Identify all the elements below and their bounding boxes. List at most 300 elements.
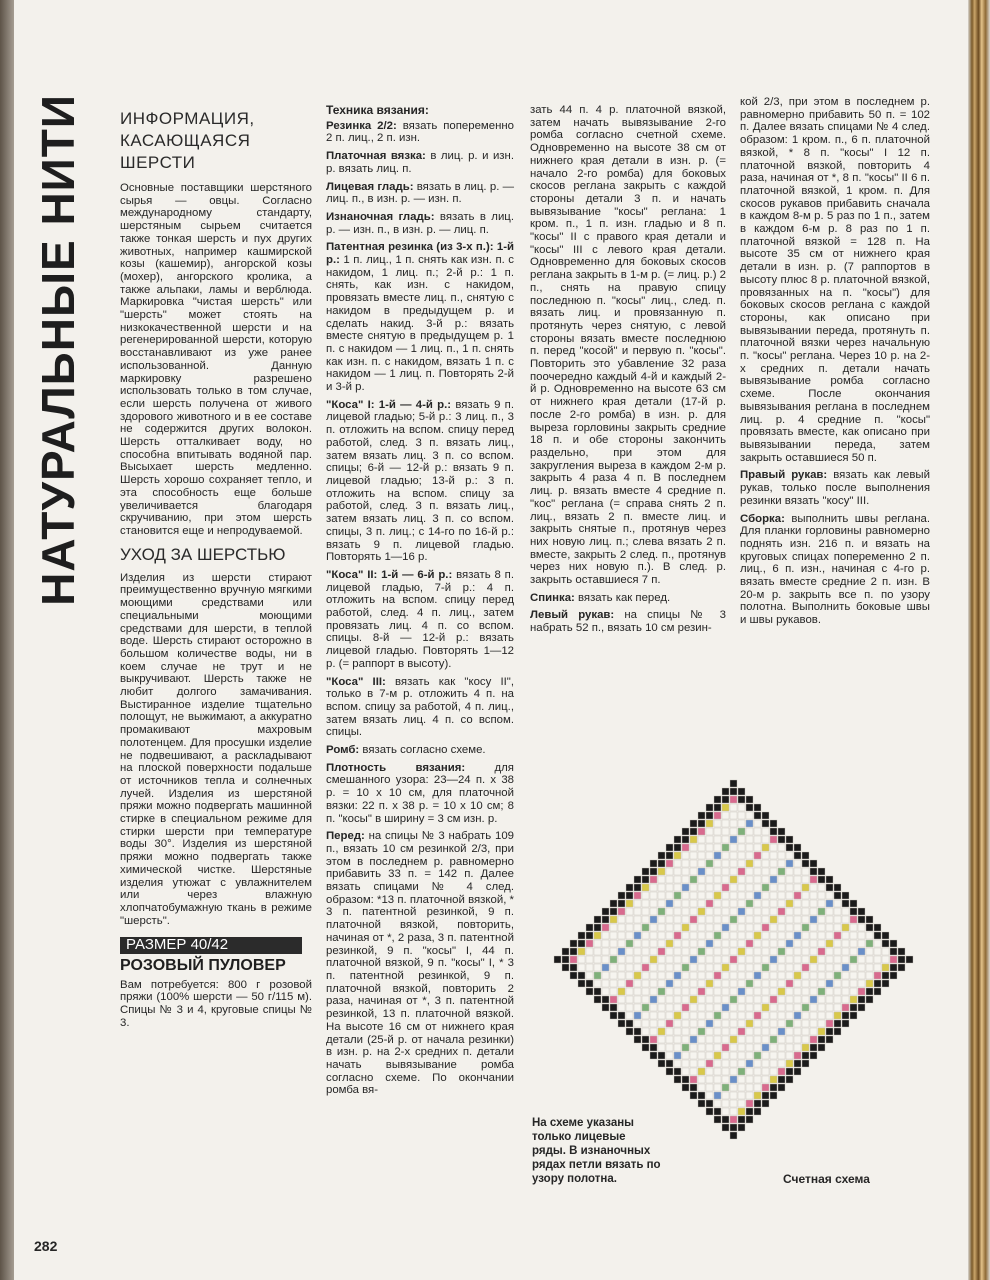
scheme-cell — [874, 924, 881, 931]
scheme-cell — [818, 980, 825, 987]
scheme-note: На схеме указаны только лицевые ряды. В изнаночных рядах петли вязать по узору полотна. — [532, 1117, 661, 1185]
scheme-cell — [858, 996, 865, 1003]
scheme-cell — [842, 916, 849, 923]
scheme-cell — [722, 836, 729, 843]
scheme-cell — [810, 1004, 817, 1011]
scheme-cell — [698, 812, 705, 819]
column-instructions-3 — [530, 104, 726, 640]
scheme-cell — [786, 860, 793, 867]
scheme-cell — [690, 868, 697, 875]
scheme-cell — [826, 884, 833, 891]
scheme-cell — [762, 844, 769, 851]
scheme-cell — [802, 892, 809, 899]
term-label: Сборка: — [740, 512, 785, 525]
scheme-cell — [842, 1004, 849, 1011]
scheme-cell — [722, 1084, 729, 1091]
scheme-cell — [642, 1028, 649, 1035]
scheme-cell — [698, 844, 705, 851]
scheme-cell — [634, 892, 641, 899]
scheme-cell — [714, 956, 721, 963]
scheme-cell — [738, 788, 745, 795]
scheme-cell — [730, 852, 737, 859]
scheme-cell — [842, 924, 849, 931]
scheme-cell — [738, 1076, 745, 1083]
scheme-cell — [722, 1116, 729, 1123]
scheme-cell — [690, 980, 697, 987]
scheme-cell — [802, 1060, 809, 1067]
scheme-cell — [714, 1108, 721, 1115]
technique-item — [326, 211, 514, 236]
scheme-cell — [626, 884, 633, 891]
scheme-cell — [882, 956, 889, 963]
scheme-cell — [890, 972, 897, 979]
scheme-cell — [738, 812, 745, 819]
scheme-cell — [658, 1052, 665, 1059]
scheme-cell — [770, 932, 777, 939]
scheme-cell — [762, 916, 769, 923]
column-technique — [326, 104, 514, 1102]
scheme-cell — [594, 972, 601, 979]
scheme-cell — [634, 996, 641, 1003]
scheme-cell — [730, 828, 737, 835]
scheme-cell — [834, 972, 841, 979]
scheme-cell — [738, 876, 745, 883]
scheme-cell — [658, 1012, 665, 1019]
scheme-cell — [650, 932, 657, 939]
scheme-cell — [666, 932, 673, 939]
scheme-cell — [858, 940, 865, 947]
scheme-cell — [698, 908, 705, 915]
scheme-cell — [762, 1004, 769, 1011]
scheme-cell — [866, 948, 873, 955]
scheme-cell — [786, 836, 793, 843]
scheme-cell — [754, 972, 761, 979]
scheme-cell — [786, 1076, 793, 1083]
scheme-cell — [754, 820, 761, 827]
scheme-cell — [666, 860, 673, 867]
scheme-cell — [690, 916, 697, 923]
scheme-cell — [722, 844, 729, 851]
scheme-cell — [754, 892, 761, 899]
scheme-cell — [826, 1012, 833, 1019]
section-title-text: НАТУРАЛЬНЫЕ НИТИ — [32, 94, 84, 606]
scheme-cell — [730, 940, 737, 947]
scheme-cell — [698, 948, 705, 955]
scheme-cell — [714, 1052, 721, 1059]
scheme-cell — [834, 892, 841, 899]
scheme-cell — [794, 988, 801, 995]
scheme-cell — [754, 844, 761, 851]
scheme-cell — [746, 1108, 753, 1115]
scheme-cell — [770, 908, 777, 915]
scheme-cell — [810, 972, 817, 979]
scheme-cell — [786, 916, 793, 923]
scheme-cell — [850, 956, 857, 963]
scheme-cell — [626, 972, 633, 979]
scheme-cell — [730, 1044, 737, 1051]
scheme-cell — [698, 916, 705, 923]
scheme-cell — [674, 900, 681, 907]
scheme-cell — [770, 820, 777, 827]
scheme-cell — [730, 988, 737, 995]
scheme-cell — [738, 996, 745, 1003]
scheme-cell — [850, 972, 857, 979]
col3-list — [530, 104, 726, 635]
term-label: Лицевая гладь: — [326, 180, 414, 193]
scheme-cell — [754, 1068, 761, 1075]
scheme-cell — [778, 884, 785, 891]
scheme-cell — [762, 980, 769, 987]
term-text: выполнить швы реглана. Для планки горловины равномерно поднять изн. 216 п. и вязать на круговых спицах попеременно 2 п. лиц., 6 п. изн., начиная с 4-го р. вязать вместе средние 2 п. изн. В 20-м р. закрыть все п. по узору полотна. Выполнить боковые швы и швы рукавов. — [740, 512, 930, 627]
scheme-cell — [794, 980, 801, 987]
scheme-cell — [754, 1012, 761, 1019]
scheme-cell — [762, 924, 769, 931]
scheme-cell — [698, 996, 705, 1003]
term-label: "Коса" III: — [326, 675, 386, 688]
scheme-cell — [682, 836, 689, 843]
scheme-cell — [714, 1020, 721, 1027]
scheme-cell — [802, 1052, 809, 1059]
scheme-cell — [762, 1012, 769, 1019]
scheme-cell — [818, 932, 825, 939]
scheme-cell — [818, 1004, 825, 1011]
scheme-cell — [842, 940, 849, 947]
scheme-cell — [690, 852, 697, 859]
scheme-cell — [578, 948, 585, 955]
scheme-cell — [642, 900, 649, 907]
scheme-cell — [850, 988, 857, 995]
scheme-cell — [802, 868, 809, 875]
scheme-cell — [626, 948, 633, 955]
scheme-cell — [754, 940, 761, 947]
scheme-cell — [690, 1020, 697, 1027]
scheme-cell — [850, 932, 857, 939]
scheme-cell — [762, 1068, 769, 1075]
scheme-cell — [786, 884, 793, 891]
scheme-cell — [722, 804, 729, 811]
scheme-cell — [746, 1100, 753, 1107]
scheme-cell — [818, 964, 825, 971]
scheme-cell — [602, 932, 609, 939]
scheme-cell — [706, 1036, 713, 1043]
term-text: вязать как левый рукав, только после выполнения резинки вязать "косу" III. — [740, 469, 930, 507]
scheme-cell — [714, 924, 721, 931]
term-text: вязать 9 п. лицевой гладью; 5-й р.: 3 лиц. п., 3 п. отложить на вспом. спицу перед работой, след. 3 п. вязать лиц., затем вязать лиц. 3 п. со вспом. спицы; 6-й — 12-й р.: вязать 9 п. лицевой гладью; 13-й р.: 3 п. отложить на вспом. спицу за работой, след. 3 п. вязать лиц., затем вязать лиц. 3 п. со вспом. спицы, 3 п. лиц.; с 14-го по 16-й р.: вязать 9 п. лицевой гладью. Повторять 1—16 р. — [326, 398, 515, 564]
scheme-cell — [706, 1108, 713, 1115]
scheme-cell — [642, 948, 649, 955]
scheme-cell — [658, 892, 665, 899]
scheme-cell — [626, 988, 633, 995]
scheme-cell — [746, 1012, 753, 1019]
scheme-cell — [746, 804, 753, 811]
scheme-cell — [578, 972, 585, 979]
scheme-cell — [762, 964, 769, 971]
term-text: вязать как перед. — [574, 591, 671, 604]
scheme-cell — [770, 860, 777, 867]
scheme-cell — [690, 1036, 697, 1043]
technique-item — [326, 830, 514, 1097]
scheme-cell — [706, 804, 713, 811]
scheme-cell — [818, 916, 825, 923]
page-spine — [0, 0, 14, 1280]
term-text: вязать согласно схеме. — [359, 744, 486, 757]
scheme-cell — [690, 996, 697, 1003]
scheme-cell — [762, 908, 769, 915]
scheme-cell — [850, 1004, 857, 1011]
scheme-cell — [714, 1076, 721, 1083]
scheme-cell — [626, 900, 633, 907]
scheme-cell — [746, 812, 753, 819]
scheme-cell — [706, 876, 713, 883]
scheme-cell — [666, 852, 673, 859]
scheme-cell — [858, 980, 865, 987]
scheme-cell — [850, 940, 857, 947]
scheme-cell — [730, 1020, 737, 1027]
scheme-cell — [778, 956, 785, 963]
scheme-cell — [786, 876, 793, 883]
scheme-cell — [770, 1076, 777, 1083]
scheme-cell — [794, 932, 801, 939]
scheme-cell — [874, 932, 881, 939]
scheme-cell — [658, 1020, 665, 1027]
scheme-cell — [786, 980, 793, 987]
scheme-cell — [786, 940, 793, 947]
scheme-cell — [658, 884, 665, 891]
scheme-cell — [730, 956, 737, 963]
scheme-cell — [714, 1036, 721, 1043]
scheme-cell — [786, 964, 793, 971]
scheme-cell — [650, 884, 657, 891]
scheme-cell — [626, 996, 633, 1003]
scheme-cell — [722, 964, 729, 971]
vertical-section-title — [28, 90, 88, 610]
scheme-cell — [762, 996, 769, 1003]
scheme-cell — [682, 1020, 689, 1027]
term-label: Платочная вязка: — [326, 150, 426, 163]
term-text: на спицы № 3 набрать 52 п., вязать 10 см резин- — [530, 609, 726, 635]
scheme-cell — [682, 868, 689, 875]
scheme-cell — [634, 1004, 641, 1011]
scheme-cell — [810, 988, 817, 995]
scheme-cell — [778, 1068, 785, 1075]
scheme-cell — [906, 956, 913, 963]
scheme-cell — [850, 916, 857, 923]
scheme-cell — [570, 956, 577, 963]
scheme-cell — [714, 996, 721, 1003]
scheme-cell — [674, 964, 681, 971]
scheme-cell — [770, 828, 777, 835]
scheme-cell — [658, 956, 665, 963]
scheme-cell — [818, 1020, 825, 1027]
scheme-cell — [634, 1036, 641, 1043]
scheme-cell — [618, 972, 625, 979]
scheme-cell — [698, 868, 705, 875]
technique-item — [326, 676, 514, 740]
scheme-cell — [762, 900, 769, 907]
scheme-cell — [666, 908, 673, 915]
scheme-cell — [770, 1060, 777, 1067]
scheme-cell — [658, 996, 665, 1003]
scheme-cell — [786, 956, 793, 963]
scheme-cell — [722, 1020, 729, 1027]
scheme-cell — [642, 1020, 649, 1027]
scheme-cell — [802, 852, 809, 859]
scheme-cell — [642, 892, 649, 899]
scheme-cell — [618, 988, 625, 995]
scheme-cell — [730, 804, 737, 811]
scheme-cell — [738, 908, 745, 915]
scheme-cell — [674, 932, 681, 939]
scheme-cell — [866, 932, 873, 939]
scheme-cell — [818, 940, 825, 947]
scheme-cell — [794, 852, 801, 859]
scheme-cell — [794, 900, 801, 907]
scheme-cell — [642, 996, 649, 1003]
scheme-cell — [770, 1036, 777, 1043]
scheme-cell — [666, 1028, 673, 1035]
scheme-cell — [834, 1028, 841, 1035]
scheme-cell — [698, 828, 705, 835]
scheme-cell — [738, 948, 745, 955]
scheme-cell — [682, 956, 689, 963]
scheme-cell — [802, 1028, 809, 1035]
scheme-cell — [714, 892, 721, 899]
scheme-cell — [842, 956, 849, 963]
scheme-cell — [714, 884, 721, 891]
scheme-cell — [674, 860, 681, 867]
scheme-cell — [818, 884, 825, 891]
term-label: Патентная резинка (из 3-х п.): 1-й р.: — [326, 241, 514, 267]
scheme-cell — [666, 1044, 673, 1051]
scheme-cell — [594, 924, 601, 931]
scheme-cell — [562, 948, 569, 955]
scheme-cell — [802, 964, 809, 971]
scheme-cell — [810, 876, 817, 883]
scheme-cell — [666, 1052, 673, 1059]
scheme-cell — [802, 924, 809, 931]
scheme-cell — [778, 1044, 785, 1051]
scheme-cell — [658, 916, 665, 923]
scheme-cell — [690, 948, 697, 955]
scheme-cell — [698, 1100, 705, 1107]
scheme-cell — [770, 1084, 777, 1091]
scheme-cell — [874, 964, 881, 971]
scheme-cell — [666, 876, 673, 883]
scheme-cell — [842, 996, 849, 1003]
scheme-cell — [682, 1052, 689, 1059]
scheme-cell — [666, 1060, 673, 1067]
scheme-cell — [834, 948, 841, 955]
scheme-cell — [738, 964, 745, 971]
scheme-cell — [898, 964, 905, 971]
scheme-cell — [690, 1068, 697, 1075]
scheme-cell — [666, 916, 673, 923]
scheme-cell — [794, 956, 801, 963]
scheme-cell — [682, 884, 689, 891]
scheme-cell — [866, 964, 873, 971]
scheme-cell — [762, 884, 769, 891]
scheme-cell — [722, 884, 729, 891]
scheme-cell — [858, 964, 865, 971]
scheme-cell — [650, 1044, 657, 1051]
scheme-cell — [618, 908, 625, 915]
scheme-cell — [810, 940, 817, 947]
scheme-cell — [762, 1092, 769, 1099]
scheme-cell — [730, 820, 737, 827]
scheme-cell — [842, 1020, 849, 1027]
scheme-cell — [834, 916, 841, 923]
scheme-cell — [810, 860, 817, 867]
scheme-cell — [746, 1116, 753, 1123]
scheme-cell — [778, 964, 785, 971]
scheme-cell — [650, 1020, 657, 1027]
scheme-cell — [658, 980, 665, 987]
scheme-cell — [706, 812, 713, 819]
scheme-cell — [698, 964, 705, 971]
info-text: Основные поставщики шерстяного сырья — овцы. Согласно международному стандарту, шерстяным сырьем считается также тонкая шерсть и пух других животных, например кашмирской козы (кашемир), ангорской козы (мохер), ангорского кролика, а также альпаки, ламы и верблюда. Маркировка "чистая шерсть" или "шерсть" может стоять на низкокачественной шерсти и на регенерированной шерсти, которую восстанавливают из уже ранее использованной. Данную маркировку разрешено использовать только в том случае, если шерсть получена от живого здорового животного и в ее составе не содержится других волокон. Шерсть отталкивает воду, но способна впитывать водяной пар. Высыхает шерсть медленно. Шерсть хорошо сохраняет тепло, и эта способность еще больше увеличивается благодаря скручиванию, при этом шерсть становится еще и непродуваемой. — [120, 182, 312, 537]
scheme-cell — [706, 1060, 713, 1067]
scheme-cell — [746, 1084, 753, 1091]
scheme-cell — [706, 932, 713, 939]
scheme-cell — [794, 964, 801, 971]
scheme-cell — [746, 820, 753, 827]
scheme-cell — [674, 1076, 681, 1083]
scheme-cell — [818, 908, 825, 915]
scheme-cell — [658, 1060, 665, 1067]
scheme-cell — [738, 1028, 745, 1035]
scheme-cell — [794, 972, 801, 979]
scheme-cell — [626, 1012, 633, 1019]
scheme-cell — [682, 1060, 689, 1067]
scheme-cell — [786, 1044, 793, 1051]
scheme-cell — [882, 980, 889, 987]
scheme-cell — [818, 876, 825, 883]
scheme-cell — [778, 844, 785, 851]
scheme-cell — [746, 932, 753, 939]
scheme-cell — [610, 1012, 617, 1019]
scheme-cell — [874, 948, 881, 955]
scheme-cell — [722, 932, 729, 939]
scheme-cell — [626, 924, 633, 931]
scheme-cell — [842, 900, 849, 907]
scheme-cell — [690, 1084, 697, 1091]
scheme-cell — [586, 940, 593, 947]
scheme-cell — [562, 956, 569, 963]
scheme-cell — [866, 916, 873, 923]
scheme-cell — [642, 924, 649, 931]
scheme-cell — [586, 932, 593, 939]
scheme-cell — [674, 972, 681, 979]
scheme-cell — [690, 932, 697, 939]
term-text: для смешанного узора: 23—24 п. х 38 р. = 10 х 10 см, для платочной вязки: 22 п. х 38 р. = 10 х 10 см; 8 п. "косы" в ширину = 3 см изн. р. — [326, 761, 514, 825]
technique-item — [326, 569, 514, 671]
scheme-cell — [642, 956, 649, 963]
scheme-cell — [706, 836, 713, 843]
scheme-cell — [826, 932, 833, 939]
scheme-cell — [778, 868, 785, 875]
scheme-cell — [602, 908, 609, 915]
scheme-cell — [618, 1004, 625, 1011]
scheme-cell — [738, 1124, 745, 1131]
scheme-cell — [778, 948, 785, 955]
scheme-cell — [746, 988, 753, 995]
scheme-cell — [682, 876, 689, 883]
size-label: РАЗМЕР 40/42 — [120, 937, 302, 954]
scheme-cell — [706, 908, 713, 915]
scheme-cell — [650, 908, 657, 915]
scheme-cell — [818, 1012, 825, 1019]
scheme-cell — [810, 900, 817, 907]
